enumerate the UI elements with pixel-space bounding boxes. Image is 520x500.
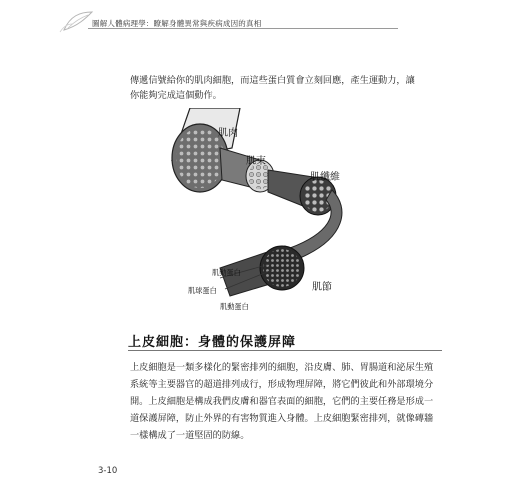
section-heading: 上皮細胞：身體的保護屏障 [128, 335, 297, 350]
section-body-paragraph: 上皮細胞是一類多樣化的緊密排列的細胞，沿皮膚、肺、胃腸道和泌尿生殖系統等主要器官的超道排列成行，形成物理屏障，將它們彼此和外部環境分開。上皮細胞是構成我們皮膚和器官表面的細胞，它們的主要任務是形成一道保護屏障，防止外界的有害物質進入身體。上皮細胞緊密排列，就像磚牆一樣構成了一道堅固的防線。 [130, 362, 434, 441]
muscle-structure-figure [150, 108, 380, 318]
page-number: 3-10 [98, 466, 118, 476]
section-divider [128, 350, 442, 351]
intro-paragraph: 傳遞信號給你的肌肉細胞，而這些蛋白質會立刻回應，產生運動力，讓你能夠完成這個動作。 [130, 75, 415, 101]
label-actin-lower: 肌動蛋白 [220, 302, 249, 311]
label-myofibril: 肌節 [312, 282, 332, 293]
label-muscle: 肌肉 [218, 128, 238, 139]
running-header: 圖解人體病理學：瞭解身體異常與疾病成因的真相 [92, 19, 262, 28]
muscle-illustration [150, 108, 380, 318]
label-fascicle: 肌束 [246, 156, 266, 167]
header-divider [88, 28, 398, 29]
label-actin: 肌動蛋白 [212, 268, 241, 277]
label-fiber: 肌纖維 [310, 172, 340, 183]
label-myosin: 肌球蛋白 [188, 286, 217, 295]
